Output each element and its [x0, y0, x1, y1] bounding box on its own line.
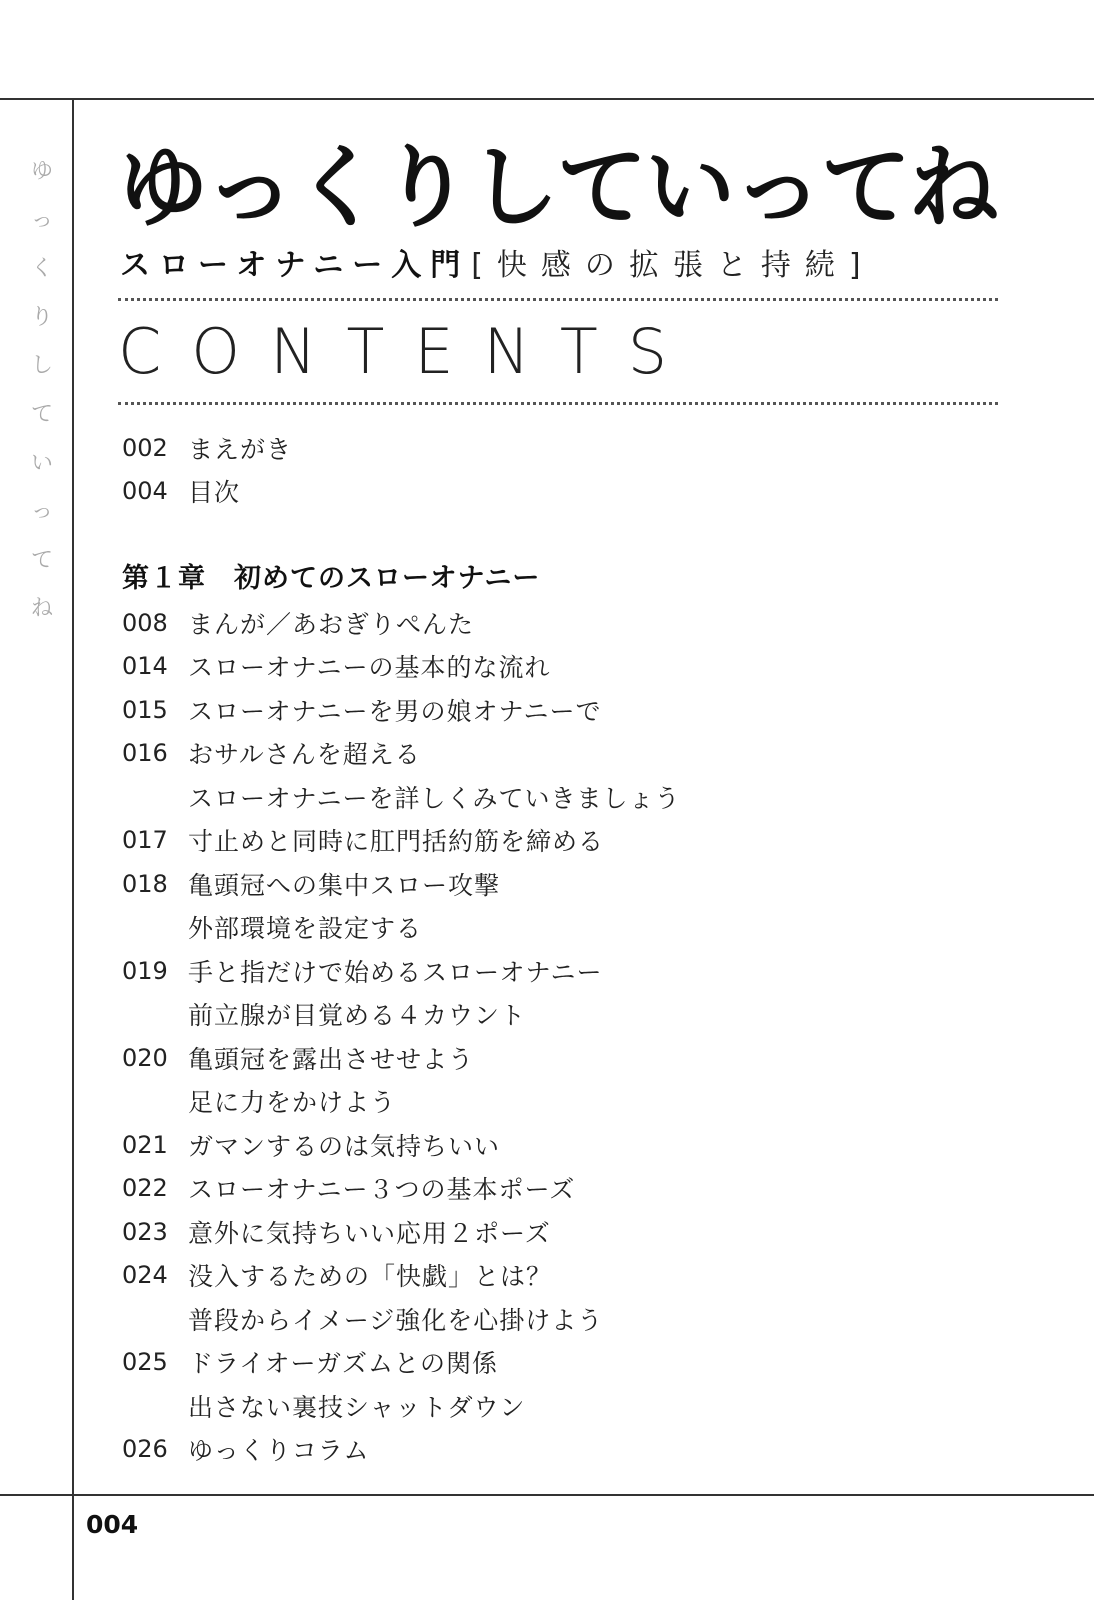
- toc-page-number: 014: [122, 652, 168, 681]
- side-char: っ: [30, 207, 53, 233]
- side-char: し: [30, 353, 53, 379]
- toc-entry-title: 亀頭冠への集中スロー攻撃: [188, 870, 501, 900]
- bottom-rule: [0, 1494, 1094, 1496]
- toc-entry-title: 足に力をかけよう: [188, 1088, 397, 1118]
- side-char: て: [30, 401, 53, 427]
- toc-page-number: 022: [122, 1174, 168, 1203]
- toc-entry: [122, 775, 1022, 819]
- toc-entry-title: 亀頭冠を露出させせよう: [188, 1044, 475, 1074]
- side-char: く: [30, 256, 53, 282]
- toc-entry-title: おサルさんを超える: [188, 740, 421, 770]
- side-char: ね: [30, 596, 53, 622]
- toc-entry: [122, 819, 1022, 863]
- toc-entry: [122, 993, 1022, 1037]
- toc-entry: [122, 949, 1022, 993]
- toc-entry: [122, 732, 1022, 776]
- toc-entry: [122, 1297, 1022, 1341]
- toc-page-number: 004: [122, 477, 168, 506]
- toc-entry: [122, 1341, 1022, 1385]
- toc-entry: [122, 426, 1022, 470]
- page-number: 004: [86, 1510, 139, 1539]
- book-title: ゆっくりしていってね: [118, 135, 998, 240]
- top-rule: [0, 98, 1094, 100]
- toc-entry: [122, 1384, 1022, 1428]
- side-char: て: [30, 547, 53, 573]
- toc-entry-title: スローオナニー３つの基本ポーズ: [188, 1175, 576, 1205]
- toc-page-number: 016: [122, 739, 168, 768]
- side-char: ゆ: [30, 159, 53, 184]
- toc-entry-title: 寸止めと同時に肛門括約筋を締める: [188, 827, 605, 857]
- side-char: り: [30, 304, 53, 330]
- contents-heading: CONTENTS: [118, 315, 698, 388]
- toc-entry-title: スローオナニーを男の娘オナニーで: [188, 696, 602, 726]
- toc-entry-title: 前立腺が目覚める４カウント: [188, 1001, 527, 1031]
- dotted-divider-bottom: [118, 402, 998, 405]
- toc-page-number: 008: [122, 608, 168, 637]
- toc-page-number: 025: [122, 1348, 168, 1377]
- side-char: っ: [30, 499, 53, 525]
- toc-page-number: 021: [122, 1130, 168, 1159]
- toc-entry-title: 意外に気持ちいい応用２ポーズ: [188, 1218, 551, 1248]
- toc-entry: [122, 1080, 1022, 1124]
- toc-page-number: 019: [122, 956, 168, 985]
- toc-entry-title: スローオナニーを詳しくみていきましょう: [188, 783, 681, 813]
- dotted-divider-top: [118, 298, 998, 301]
- toc-entry-title: 外部環境を設定する: [188, 914, 423, 944]
- toc-entry-title: 目次: [188, 478, 241, 508]
- toc-entry-title: ガマンするのは気持ちいい: [188, 1131, 501, 1161]
- toc-page-number: 015: [122, 695, 168, 724]
- toc-entry: [122, 1036, 1022, 1080]
- toc-entry-title: 普段からイメージ強化を心掛けよう: [188, 1305, 604, 1335]
- toc-entry-title: 手と指だけで始めるスローオナニー: [188, 957, 603, 987]
- subtitle-bracket: [快感の拡張と持続]: [471, 248, 875, 283]
- toc-entry: [122, 1210, 1022, 1254]
- toc-page-number: 020: [122, 1043, 168, 1072]
- toc-page-number: 023: [122, 1217, 168, 1246]
- toc-entry: [122, 862, 1022, 906]
- front-matter-list: [122, 426, 1022, 513]
- toc-entry: [122, 1254, 1022, 1298]
- chapter-title: 第１章 初めてのスローオナニー: [122, 563, 541, 594]
- toc-page-number: 002: [122, 433, 168, 462]
- toc-entry: [122, 601, 1022, 645]
- toc-entry: [122, 906, 1022, 950]
- table-of-contents: [122, 426, 1022, 1471]
- toc-entry-title: まえがき: [188, 434, 293, 464]
- toc-entry-title: ドライオーガズムとの関係: [188, 1349, 499, 1379]
- toc-entry-title: ゆっくりコラム: [188, 1436, 370, 1466]
- toc-entry-title: スローオナニーの基本的な流れ: [188, 653, 551, 683]
- toc-entry: [122, 1167, 1022, 1211]
- vertical-running-title: [22, 148, 62, 634]
- chapter-list: [122, 601, 1022, 1471]
- side-char: い: [30, 450, 53, 476]
- toc-entry: [122, 1123, 1022, 1167]
- toc-page-number: 018: [122, 869, 168, 898]
- section-gap: [122, 513, 1022, 557]
- subtitle-main: スローオナニー入門: [120, 248, 470, 283]
- toc-entry-title: 出さない裏技シャットダウン: [188, 1392, 526, 1422]
- book-subtitle: [120, 240, 1060, 284]
- toc-page-number: 017: [122, 826, 168, 855]
- toc-entry: [122, 645, 1022, 689]
- toc-entry: [122, 470, 1022, 514]
- toc-entry: [122, 1428, 1022, 1472]
- toc-entry-title: まんが／あおぎりぺんた: [188, 609, 475, 639]
- margin-rule: [72, 100, 74, 1600]
- toc-entry-title: 没入するための「快戯」とは？: [188, 1262, 553, 1292]
- toc-page-number: 026: [122, 1435, 168, 1464]
- toc-entry: [122, 688, 1022, 732]
- toc-page-number: 024: [122, 1261, 168, 1290]
